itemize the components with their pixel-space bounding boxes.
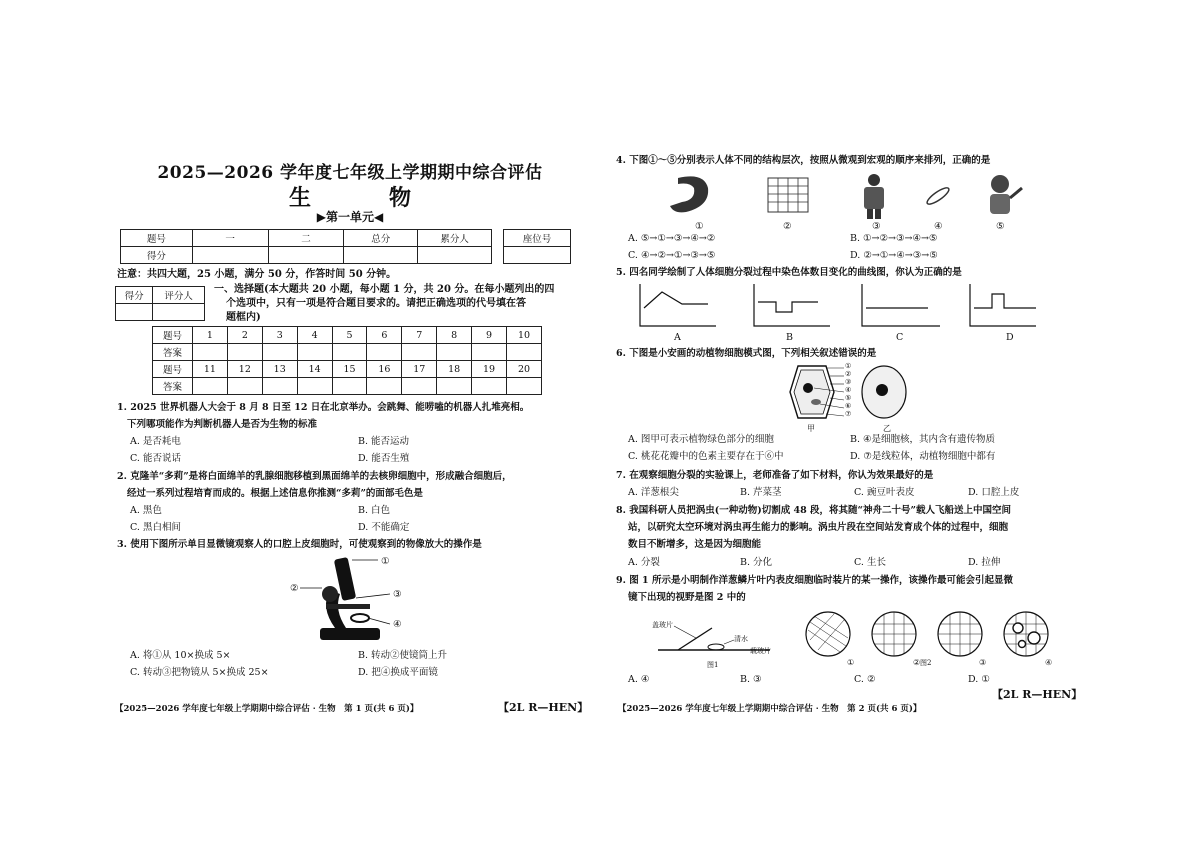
question-1-stem: 1. 2025 世界机器人大会于 8 月 8 日至 12 日在北京举办。会跳舞、能唠嗑的机器人扎堆亮相。 xyxy=(117,402,530,413)
chart-label: A xyxy=(674,332,681,343)
option-a: A. 是否耗电 xyxy=(130,436,181,447)
cell-part-label: ④ xyxy=(845,386,852,394)
answer-input-cell[interactable] xyxy=(472,344,507,361)
score-header-cell: 题号 xyxy=(121,230,193,247)
score-input-cell[interactable] xyxy=(268,247,344,264)
question-3-stem: 3. 使用下图所示单目显微镜观察人的口腔上皮细胞时，可使观察到的物像放大的操作是 xyxy=(117,539,482,550)
answer-input-cell[interactable] xyxy=(507,344,542,361)
fig2-caption: 图2 xyxy=(920,659,932,667)
option-c: C. 生长 xyxy=(854,557,886,568)
grader-label: 得分 xyxy=(116,287,153,304)
fig1-label: 盖玻片 xyxy=(652,621,673,629)
answer-input-cell[interactable] xyxy=(227,378,262,395)
view-label: ① xyxy=(847,658,855,667)
chromosome-curves-figure xyxy=(636,282,1036,332)
option-b: B. 转动②使镜筒上升 xyxy=(358,650,448,661)
cell-part-label: ① xyxy=(845,362,852,370)
question-9-stem: 镜下出现的视野是图 2 中的 xyxy=(628,592,746,603)
option-d: D. ① xyxy=(968,674,990,685)
fig1-caption: 图1 xyxy=(707,661,719,669)
answer-header-cell: 题号 xyxy=(153,361,193,378)
figure-label: ④ xyxy=(934,221,943,232)
score-input-cell[interactable] xyxy=(192,247,268,264)
answer-input-cell[interactable] xyxy=(472,378,507,395)
seat-table xyxy=(503,229,571,264)
chart-label: B xyxy=(786,332,793,343)
score-header-cell: 累分人 xyxy=(418,230,492,247)
option-d: D. 拉伸 xyxy=(968,557,1001,568)
question-5-stem: 5. 四名同学绘制了人体细胞分裂过程中染色体数目变化的曲线图，你认为正确的是 xyxy=(616,267,962,278)
figure-label: ⑤ xyxy=(996,221,1005,232)
question-number-cell: 14 xyxy=(297,361,332,378)
question-number-cell: 11 xyxy=(193,361,228,378)
answer-input-cell[interactable] xyxy=(193,378,228,395)
microscope-label: ④ xyxy=(393,619,402,630)
question-7-stem: 7. 在观察细胞分裂的实验课上，老师准备了如下材料，你认为效果最好的是 xyxy=(616,470,934,481)
option-a: A. ⑤→①→③→④→② xyxy=(628,233,716,244)
answer-input-cell[interactable] xyxy=(262,344,297,361)
grader-input-cell[interactable] xyxy=(153,304,205,321)
microscope-label: ① xyxy=(381,556,390,567)
option-c: C. ④→②→①→③→⑤ xyxy=(628,250,716,261)
option-d: D. 能否生殖 xyxy=(358,453,410,464)
score-table xyxy=(120,229,492,264)
option-b: B. 分化 xyxy=(740,557,773,568)
question-number-cell: 20 xyxy=(507,361,542,378)
section1-text: 一、选择题(本大题共 20 小题，每小题 1 分，共 20 分。在每小题列出的四 xyxy=(214,284,555,295)
option-a: A. 图甲可表示植物绿色部分的细胞 xyxy=(628,434,774,445)
answer-input-cell[interactable] xyxy=(227,344,262,361)
question-number-cell: 3 xyxy=(262,327,297,344)
question-number-cell: 6 xyxy=(367,327,402,344)
question-number-cell: 5 xyxy=(332,327,367,344)
question-number-cell: 18 xyxy=(437,361,472,378)
answer-input-cell[interactable] xyxy=(332,378,367,395)
cell-part-label: ⑤ xyxy=(845,394,852,402)
question-1-stem: 下列哪项能作为判断机器人是否为生物的标准 xyxy=(127,419,318,430)
view-label: ④ xyxy=(1045,658,1053,667)
exam-page-2 xyxy=(600,0,1200,848)
structure-levels-figure xyxy=(660,172,1060,220)
option-d: D. 不能确定 xyxy=(358,522,410,533)
score-header-cell: 一 xyxy=(192,230,268,247)
question-number-cell: 7 xyxy=(402,327,437,344)
chart-label: C xyxy=(896,332,904,343)
question-number-cell: 9 xyxy=(472,327,507,344)
answer-input-cell[interactable] xyxy=(402,378,437,395)
answer-header-cell: 题号 xyxy=(153,327,193,344)
cell-part-label: ③ xyxy=(845,378,852,386)
answer-input-cell[interactable] xyxy=(437,344,472,361)
option-b: B. 芹菜茎 xyxy=(740,487,782,498)
exam-code: 【2L R—HEN】 xyxy=(992,688,1083,701)
figure-label: ③ xyxy=(872,221,881,232)
view-label: ② xyxy=(913,658,921,667)
cell-caption-yi: 乙 xyxy=(883,424,891,433)
question-number-cell: 15 xyxy=(332,361,367,378)
answer-table xyxy=(152,326,542,395)
option-a: A. 分裂 xyxy=(628,557,660,568)
figure-label: ① xyxy=(695,221,704,232)
question-number-cell: 12 xyxy=(227,361,262,378)
exam-code: 【2L R—HEN】 xyxy=(498,701,589,714)
grader-table xyxy=(115,286,205,321)
answer-input-cell[interactable] xyxy=(193,344,228,361)
option-d: D. 把④换成平面镜 xyxy=(358,667,438,678)
seat-input-cell[interactable] xyxy=(504,247,571,264)
seat-label: 座位号 xyxy=(504,230,571,247)
exam-title: 2025—2026 学年度七年级上学期期中综合评估 xyxy=(157,163,543,183)
question-number-cell: 13 xyxy=(262,361,297,378)
microscope-label: ② xyxy=(290,583,299,594)
option-c: C. 能否说话 xyxy=(130,453,181,464)
question-number-cell: 10 xyxy=(507,327,542,344)
option-d: D. ②→①→④→③→⑤ xyxy=(850,250,938,261)
question-6-stem: 6. 下图是小安画的动植物细胞模式图，下列相关叙述错误的是 xyxy=(616,348,877,359)
section1-text: 题框内) xyxy=(226,312,261,323)
option-c: C. 转动③把物镜从 5×换成 25× xyxy=(130,667,269,678)
microscope-views-figure xyxy=(804,610,1064,658)
chart-label: D xyxy=(1006,332,1014,343)
answer-input-cell[interactable] xyxy=(297,378,332,395)
option-b: B. ④是细胞核，其内含有遗传物质 xyxy=(850,434,996,445)
grader-label: 评分人 xyxy=(153,287,205,304)
figure-label: ② xyxy=(783,221,792,232)
question-8-stem: 站，以研究太空环境对涡虫再生能力的影响。涡虫片段在空间站发育成个体的过程中，细胞 xyxy=(628,522,1009,533)
answer-input-cell[interactable] xyxy=(262,378,297,395)
answer-input-cell[interactable] xyxy=(367,344,402,361)
microscope-label: ③ xyxy=(393,589,402,600)
subject-title: 生 物 xyxy=(288,185,439,211)
question-9-stem: 9. 图 1 所示是小明制作洋葱鳞片叶内表皮细胞临时装片的某一操作，该操作最可能会引起显微 xyxy=(616,575,1013,586)
option-c: C. 豌豆叶表皮 xyxy=(854,487,915,498)
answer-input-cell[interactable] xyxy=(507,378,542,395)
answer-input-cell[interactable] xyxy=(297,344,332,361)
answer-input-cell[interactable] xyxy=(402,344,437,361)
answer-input-cell[interactable] xyxy=(367,378,402,395)
question-number-cell: 2 xyxy=(227,327,262,344)
question-number-cell: 4 xyxy=(297,327,332,344)
option-b: B. ③ xyxy=(740,674,762,685)
cell-part-label: ⑦ xyxy=(845,410,852,418)
notice: 注意：共四大题，25 小题，满分 50 分，作答时间 50 分钟。 xyxy=(117,269,397,280)
question-8-stem: 数目不断增多，这是因为细胞能 xyxy=(628,539,762,550)
option-c: C. 黑白相间 xyxy=(130,522,181,533)
question-number-cell: 16 xyxy=(367,361,402,378)
option-a: A. ④ xyxy=(628,674,650,685)
question-4-stem: 4. 下图①～⑤分别表示人体不同的结构层次，按照从微观到宏观的顺序来排列，正确的是 xyxy=(616,155,991,166)
option-d: D. 口腔上皮 xyxy=(968,487,1020,498)
grader-input-cell[interactable] xyxy=(116,304,153,321)
option-c: C. ② xyxy=(854,674,876,685)
score-input-cell[interactable] xyxy=(344,247,418,264)
option-c: C. 桃花花瓣中的色素主要存在于⑥中 xyxy=(628,451,784,462)
question-2-stem: 经过一系列过程培育而成的。根据上述信息你推测“多莉”的面部毛色是 xyxy=(127,488,423,499)
score-header-cell: 二 xyxy=(268,230,344,247)
fig1-label: 清水 xyxy=(734,635,748,643)
unit-label: ▶第一单元◀ xyxy=(316,210,384,224)
page-footer: 【2025—2026 学年度七年级上学期期中综合评估 · 生物 第 1 页(共 6 页)】 xyxy=(115,704,419,714)
answer-label-cell: 答案 xyxy=(153,378,193,395)
option-a: A. 将①从 10×换成 5× xyxy=(130,650,231,661)
section1-text: 个选项中，只有一项是符合题目要求的。请把正确选项的代号填在答 xyxy=(226,298,526,309)
cell-caption-jia: 甲 xyxy=(807,424,815,433)
page-footer: 【2025—2026 学年度七年级上学期期中综合评估 · 生物 第 2 页(共 6 页)】 xyxy=(618,704,922,714)
question-8-stem: 8. 我国科研人员把涡虫(一种动物)切割成 48 段，将其随“神舟二十号”载人飞船送上中国空间 xyxy=(616,505,1011,516)
option-b: B. 白色 xyxy=(358,505,391,516)
fig1-label: 载玻片 xyxy=(750,647,771,655)
question-number-cell: 17 xyxy=(402,361,437,378)
option-d: D. ⑦是线粒体，动植物细胞中都有 xyxy=(850,451,996,462)
answer-input-cell[interactable] xyxy=(332,344,367,361)
option-a: A. 洋葱根尖 xyxy=(628,487,679,498)
score-header-cell: 总分 xyxy=(344,230,418,247)
question-number-cell: 8 xyxy=(437,327,472,344)
question-number-cell: 1 xyxy=(193,327,228,344)
answer-label-cell: 答案 xyxy=(153,344,193,361)
option-b: B. 能否运动 xyxy=(358,436,410,447)
view-label: ③ xyxy=(979,658,987,667)
question-2-stem: 2. 克隆羊“多莉”是将白面绵羊的乳腺细胞移植到黑面绵羊的去核卵细胞中，形成融合细胞后， xyxy=(117,471,512,482)
cell-part-label: ⑥ xyxy=(845,402,852,410)
score-label-cell: 得分 xyxy=(121,247,193,264)
option-a: A. 黑色 xyxy=(130,505,162,516)
question-number-cell: 19 xyxy=(472,361,507,378)
score-input-cell[interactable] xyxy=(418,247,492,264)
option-b: B. ①→②→③→④→⑤ xyxy=(850,233,938,244)
cell-part-label: ② xyxy=(845,370,852,378)
answer-input-cell[interactable] xyxy=(437,378,472,395)
